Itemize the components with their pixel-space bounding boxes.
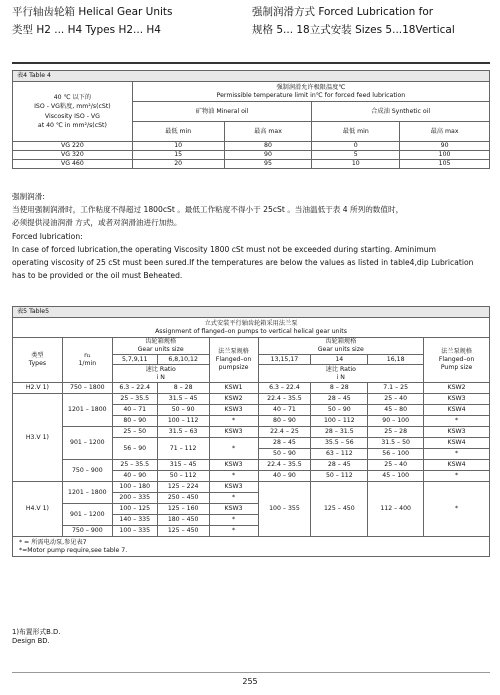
ratio-cell: 125 – 224 xyxy=(157,482,209,493)
ratio-cell: 6.3 – 22.4 xyxy=(112,383,157,394)
type-cell: H4.V 1) xyxy=(13,482,63,537)
ratio-cell: 25 – 40 xyxy=(368,460,424,471)
ratio-cell: 22.4 – 25 xyxy=(258,427,311,438)
ratio-cell: 28 – 45 xyxy=(258,438,311,449)
t4-cell: 100 xyxy=(400,151,490,160)
pump-cell: * xyxy=(209,526,258,537)
ratio-cell: 25 – 35.5 xyxy=(112,394,157,405)
viscosity-header: 40 ℃ 以下的 ISO - VG粘度, mm²/s(cSt) Viscosity ISO - VG at 40 ℃ in mm²/s(cSt) xyxy=(13,82,133,142)
max-header: 最高 max xyxy=(400,122,490,142)
speed-cell: 1201 – 1800 xyxy=(62,394,112,427)
ratio-cell: 31.5 – 63 xyxy=(157,427,209,438)
ratio-cell: 25 – 28 xyxy=(368,427,424,438)
pump-cell: * xyxy=(424,449,490,460)
cn-line: 当使用强制润滑时，工作粘度不得超过 1800cSt 。最低工作粘度不得小于 25cSt 。当油温低于表 4 所列的数值时， xyxy=(12,205,404,215)
ratio-cell: 31.5 – 50 xyxy=(368,438,424,449)
ratio-cell: 40 – 71 xyxy=(112,405,157,416)
types-header: 类型 Types xyxy=(13,338,63,383)
ratio-cell: 100 – 180 xyxy=(112,482,157,493)
size-group: 6,8,10,12 xyxy=(157,355,209,365)
ratio-cell: 45 – 100 xyxy=(368,471,424,482)
ratio-cell: 28 – 45 xyxy=(311,460,368,471)
size-group: 13,15,17 xyxy=(258,355,311,365)
ratio-cell: 100 – 355 xyxy=(258,482,311,537)
ratio-cell: 125 – 450 xyxy=(157,526,209,537)
footer-rule xyxy=(12,672,490,673)
t4-cell: 15 xyxy=(132,151,224,160)
max-header: 最高 max xyxy=(224,122,312,142)
ratio-cell: 50 – 112 xyxy=(311,471,368,482)
pump-cell: KSW2 xyxy=(209,394,258,405)
pump-size-header: 法兰泵规格 Flanged–on Pump size xyxy=(424,338,490,383)
type-cell: H2.V 1) xyxy=(13,383,63,394)
speed-header: n₁ 1/min xyxy=(62,338,112,383)
pump-cell: KSW1 xyxy=(209,383,258,394)
ratio-cell: 100 – 112 xyxy=(157,416,209,427)
pump-cell: * xyxy=(209,416,258,427)
size-group: 5,7,9,11 xyxy=(112,355,157,365)
table-5-caption: 表5 Table5 xyxy=(13,307,490,318)
pump-cell: * xyxy=(424,482,490,537)
pump-cell: KSW3 xyxy=(209,405,258,416)
ratio-cell: 50 – 90 xyxy=(157,405,209,416)
en-line: In case of forced lubrication,the operating Viscosity 1800 cSt must not be exceeded during starting. Aminimum xyxy=(12,244,436,254)
ratio-cell: 315 – 45 xyxy=(157,460,209,471)
t4-cell: 0 xyxy=(312,142,400,151)
pump-cell: KSW3 xyxy=(424,394,490,405)
pump-cell: * xyxy=(209,471,258,482)
ratio-cell: 100 – 112 xyxy=(311,416,368,427)
ratio-cell: 40 – 90 xyxy=(258,471,311,482)
ratio-cell: 25 – 50 xyxy=(112,427,157,438)
mineral-oil-header: 矿物油 Mineral oil xyxy=(132,102,312,122)
pump-cell: KSW3 xyxy=(424,427,490,438)
pump-cell: * xyxy=(424,471,490,482)
footnote: 1)布置形式B.D. Design BD. xyxy=(12,628,61,645)
cn-line: 必须提供浸油润滑 方式，或者对润滑油进行加热。 xyxy=(12,218,182,228)
speed-cell: 901 – 1200 xyxy=(62,427,112,460)
ratio-cell: 7.1 – 25 xyxy=(368,383,424,394)
size-group: 14 xyxy=(311,355,368,365)
t4-cell: VG 320 xyxy=(13,151,133,160)
ratio-cell: 100 – 335 xyxy=(112,526,157,537)
lubrication-text xyxy=(12,190,490,282)
t4-cell: 5 xyxy=(312,151,400,160)
ratio-cell: 80 – 90 xyxy=(112,416,157,427)
ratio-cell: 71 – 112 xyxy=(157,438,209,460)
ratio-cell: 25 – 40 xyxy=(368,394,424,405)
pump-cell: * xyxy=(209,515,258,526)
ratio-cell: 56 – 90 xyxy=(112,438,157,460)
pump-cell: * xyxy=(209,438,258,460)
pump-cell: KSW4 xyxy=(424,460,490,471)
t4-cell: 90 xyxy=(224,151,312,160)
speed-cell: 901 – 1200 xyxy=(62,504,112,526)
table-4-caption: 表4 Table 4 xyxy=(13,71,490,82)
type-cell: H3.V 1) xyxy=(13,394,63,482)
gear-size-header: 齿轮箱规格 Gear units size xyxy=(258,338,424,355)
permissible-temp-header: 强制润滑允许极限温度℃ Permissible temperature limit in℃ for forced feed lubrication xyxy=(132,82,489,102)
min-header: 最低 min xyxy=(132,122,224,142)
ratio-cell: 22.4 – 35.5 xyxy=(258,394,311,405)
ratio-cell: 50 – 90 xyxy=(258,449,311,460)
ratio-cell: 250 – 450 xyxy=(157,493,209,504)
table-5 xyxy=(12,306,490,557)
table-5-note: * = 所需电动泵,参见表7 *=Motor pump require,see table 7. xyxy=(13,537,490,557)
ratio-cell: 50 – 112 xyxy=(157,471,209,482)
size-group: 16,18 xyxy=(368,355,424,365)
ratio-cell: 125 – 160 xyxy=(157,504,209,515)
pump-cell: * xyxy=(209,493,258,504)
pump-cell: KSW3 xyxy=(209,504,258,515)
synthetic-oil-header: 合成油 Synthetic oil xyxy=(312,102,490,122)
pump-cell: KSW4 xyxy=(424,438,490,449)
page-number: 255 xyxy=(242,677,258,686)
speed-cell: 1201 – 1800 xyxy=(62,482,112,504)
ratio-cell: 112 – 400 xyxy=(368,482,424,537)
ratio-cell: 180 – 450 xyxy=(157,515,209,526)
t4-cell: VG 460 xyxy=(13,160,133,169)
t4-cell: 105 xyxy=(400,160,490,169)
pump-cell: * xyxy=(424,416,490,427)
table-5-title: 立式安装平行轴齿轮箱采用法兰泵 Assignment of flanged–on pumps to vertical helical gear units xyxy=(13,318,490,338)
speed-cell: 750 – 1800 xyxy=(62,383,112,394)
ratio-cell: 31.5 – 45 xyxy=(157,394,209,405)
ratio-cell: 80 – 90 xyxy=(258,416,311,427)
en-line: operating viscosity of 25 cSt must been sured.If the temperatures are below the values as listed in table4,dip Lubrication xyxy=(12,258,474,268)
ratio-cell: 6.3 – 22.4 xyxy=(258,383,311,394)
en-title: Forced lubrication: xyxy=(12,231,83,241)
ratio-cell: 35.5 – 56 xyxy=(311,438,368,449)
pump-cell: KSW3 xyxy=(209,482,258,493)
header-subtitle-left: 类型 H2 ... H4 Types H2... H4 xyxy=(12,24,161,36)
ratio-cell: 140 – 335 xyxy=(112,515,157,526)
ratio-cell: 63 – 112 xyxy=(311,449,368,460)
ratio-cell: 125 – 450 xyxy=(311,482,368,537)
ratio-cell: 25 – 35.5 xyxy=(112,460,157,471)
t4-cell: VG 220 xyxy=(13,142,133,151)
ratio-cell: 28 – 31.5 xyxy=(311,427,368,438)
min-header: 最低 min xyxy=(312,122,400,142)
t4-cell: 10 xyxy=(312,160,400,169)
pump-cell: KSW4 xyxy=(424,405,490,416)
ratio-cell: 200 – 335 xyxy=(112,493,157,504)
gear-size-header: 齿轮箱规格 Gear units size xyxy=(112,338,209,355)
t4-cell: 95 xyxy=(224,160,312,169)
ratio-cell: 90 – 100 xyxy=(368,416,424,427)
t4-cell: 10 xyxy=(132,142,224,151)
speed-cell: 750 – 900 xyxy=(62,526,112,537)
header-rule xyxy=(12,62,490,64)
header-title-right: 强制润滑方式 Forced Lubrication for xyxy=(252,6,434,18)
table-4 xyxy=(12,70,490,169)
ratio-cell: 100 – 125 xyxy=(112,504,157,515)
t4-cell: 20 xyxy=(132,160,224,169)
ratio-cell: 22.4 – 35.5 xyxy=(258,460,311,471)
ratio-cell: 40 – 71 xyxy=(258,405,311,416)
en-line: has to be provided or the oil must Beheated. xyxy=(12,271,183,281)
ratio-cell: 56 – 100 xyxy=(368,449,424,460)
pump-cell: KSW3 xyxy=(209,427,258,438)
t4-cell: 90 xyxy=(400,142,490,151)
t4-cell: 80 xyxy=(224,142,312,151)
ratio-header: 速比 Ratio i N xyxy=(112,365,209,383)
ratio-cell: 50 – 90 xyxy=(311,405,368,416)
ratio-cell: 8 – 28 xyxy=(311,383,368,394)
ratio-cell: 45 – 80 xyxy=(368,405,424,416)
header-subtitle-right: 规格 5... 18立式安装 Sizes 5...18Vertical xyxy=(252,24,455,36)
ratio-cell: 28 – 45 xyxy=(311,394,368,405)
speed-cell: 750 – 900 xyxy=(62,460,112,482)
ratio-header: 速比 Ratio i N xyxy=(258,365,424,383)
header-title-left: 平行轴齿轮箱 Helical Gear Units xyxy=(12,6,173,18)
cn-title: 强制润滑: xyxy=(12,192,45,201)
ratio-cell: 40 – 90 xyxy=(112,471,157,482)
pump-size-header: 法兰泵规格 Flanged–on pumpsize xyxy=(209,338,258,383)
pump-cell: KSW3 xyxy=(209,460,258,471)
ratio-cell: 8 – 28 xyxy=(157,383,209,394)
pump-cell: KSW2 xyxy=(424,383,490,394)
